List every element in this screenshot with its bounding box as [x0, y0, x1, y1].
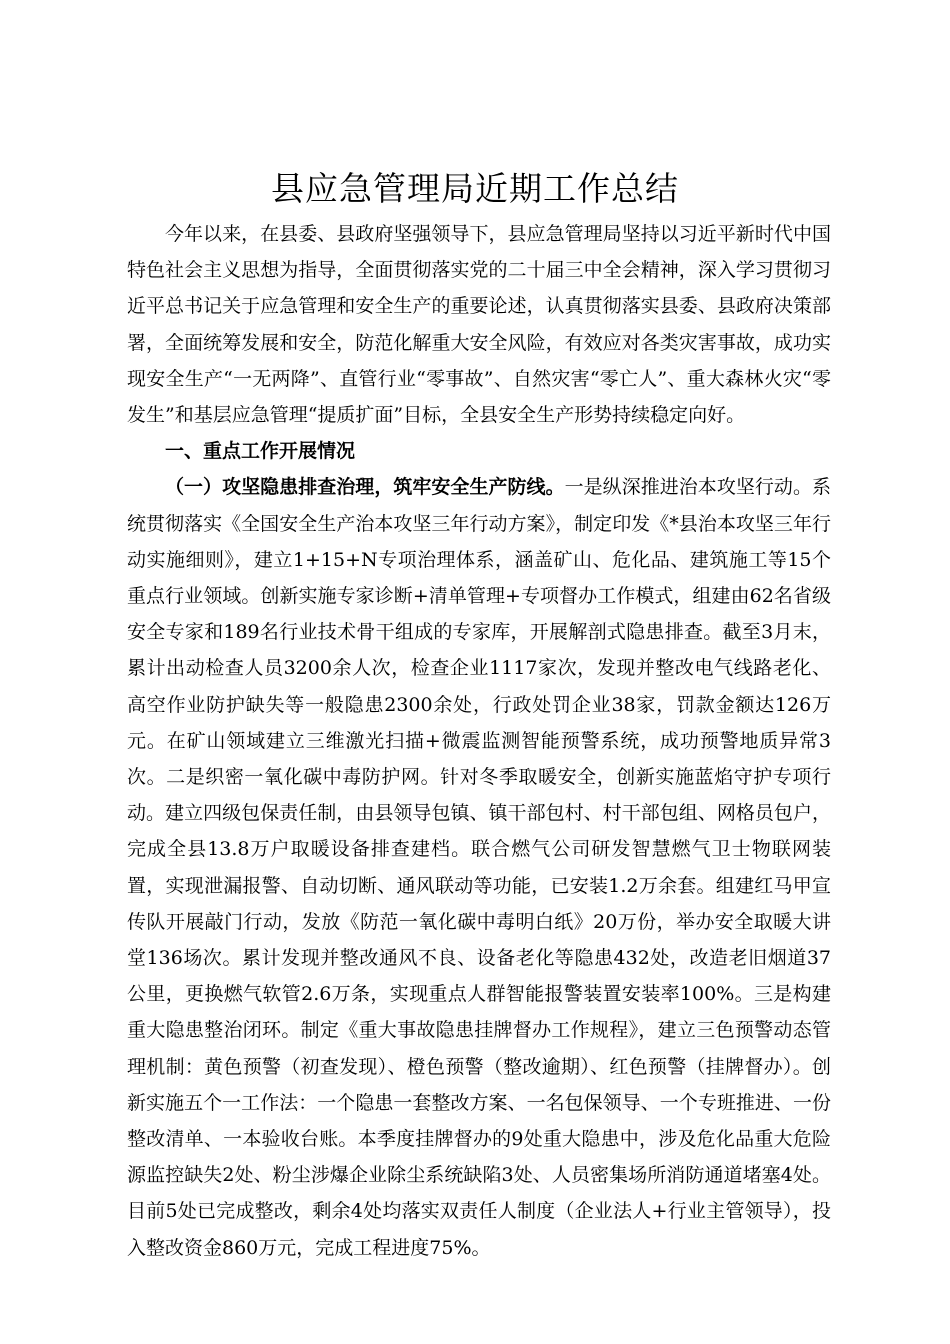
subsection-paragraph: [127, 469, 831, 1265]
subsection-body: 一是纵深推进治本攻坚行动。系统贯彻落实《全国安全生产治本攻坚三年行动方案》，制定印发《*县治本攻坚三年行动实施细则》，建立1+15+N专项治理体系，涵盖矿山、危化品、建筑施工等15个重点行业领域。创新实施专家诊断+清单管理+专项督办工作模式，组建由62名省级安全专家和189名行业技术骨干组成的专家库，开展解剖式隐患排查。截至3月末，累计出动检查人员3200余人次，检查企业1117家次，发现并整改电气线路老化、高空作业防护缺失等一般隐患2300余处，行政处罚企业38家，罚款金额达126万元。在矿山领域建立三维激光扫描+微震监测智能预警系统，成功预警地质异常3次。二是织密一氧化碳中毒防护网。针对冬季取暖安全，创新实施蓝焰守护专项行动。建立四级包保责任制，由县领导包镇、镇干部包村、村干部包组、网格员包户，完成全县13.8万户取暖设备排查建档。联合燃气公司研发智慧燃气卫士物联网装置，实现泄漏报警、自动切断、通风联动等功能，已安装1.2万余套。组建红马甲宣传队开展敲门行动，发放《防范一氧化碳中毒明白纸》20万份，举办安全取暖大讲堂136场次。累计发现并整改通风不良、设备老化等隐患432处，改造老旧烟道37公里，更换燃气软管2.6万条，实现重点人群智能报警装置安装率100%。三是构建重大隐患整治闭环。制定《重大事故隐患挂牌督办工作规程》，建立三色预警动态管理机制：黄色预警（初查发现）、橙色预警（整改逾期）、红色预警（挂牌督办）。创新实施五个一工作法：一个隐患一套整改方案、一名包保领导、一个专班推进、一份整改清单、一本验收台账。本季度挂牌督办的9处重大隐患中，涉及危化品重大危险源监控缺失2处、粉尘涉爆企业除尘系统缺陷3处、人员密集场所消防通道堵塞4处。目前5处已完成整改，剩余4处均落实双责任人制度（企业法人+行业主管领导），投入整改资金860万元，完成工程进度75%。: [127, 476, 831, 1259]
document-body: [127, 216, 831, 1266]
section-heading: 一、重点工作开展情况: [165, 440, 356, 463]
intro-paragraph: 今年以来，在县委、县政府坚强领导下，县应急管理局坚持以习近平新时代中国特色社会主义思想为指导，全面贯彻落实党的二十届三中全会精神，深入学习贯彻习近平总书记关于应急管理和安全生产的重要论述，认真贯彻落实县委、县政府决策部署，全面统筹发展和安全，防范化解重大安全风险，有效应对各类灾害事故，成功实现安全生产“一无两降”、直管行业“零事故”、自然灾害“零亡人”、重大森林火灾“零发生”和基层应急管理“提质扩面”目标，全县安全生产形势持续稳定向好。: [127, 223, 831, 427]
page-title: 县应急管理局近期工作总结: [271, 169, 679, 208]
subsection-heading: （一）攻坚隐患排查治理，筑牢安全生产防线。: [165, 476, 565, 499]
